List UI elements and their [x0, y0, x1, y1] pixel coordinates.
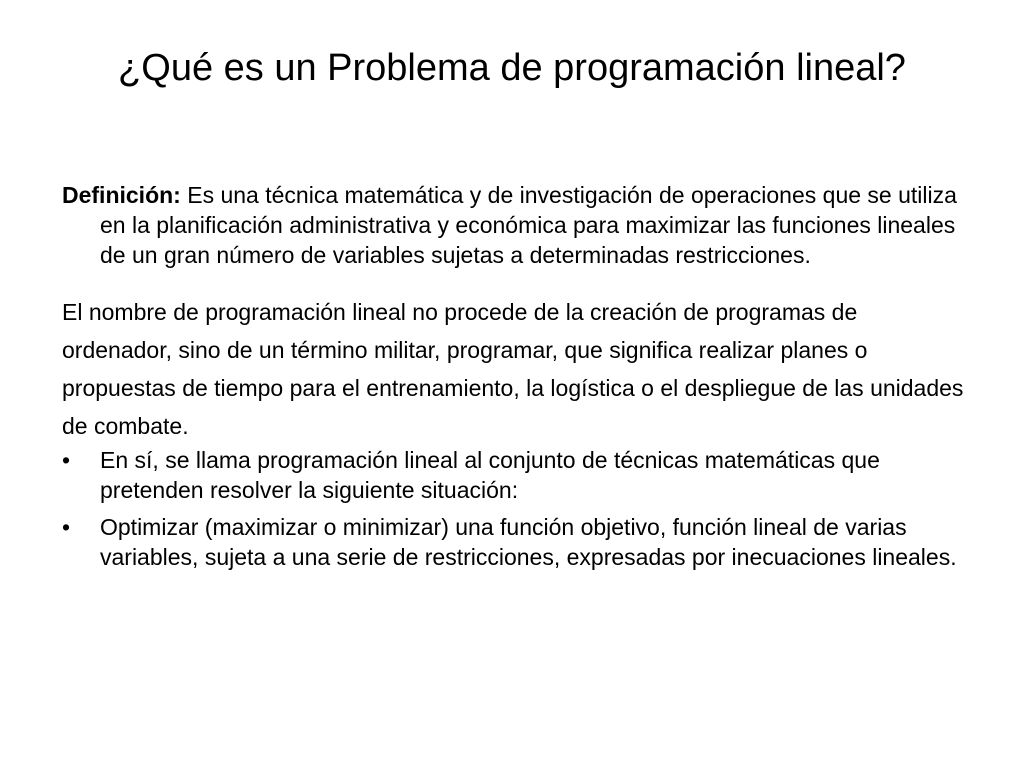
bullet-item [62, 512, 972, 572]
bullet-text: En sí, se llama programación lineal al conjunto de técnicas matemáticas que pretenden resolver la siguiente situación: [100, 447, 880, 503]
definition-term: Definición: [62, 182, 181, 208]
definition-paragraph [62, 180, 972, 270]
definition-text: Es una técnica matemática y de investigación de operaciones que se utiliza en la planificación administrativa y económica para maximizar las funciones lineales de un gran número de variables sujetas a determinadas restricciones. [100, 182, 957, 268]
bullet-item [62, 445, 972, 505]
body-paragraph: El nombre de programación lineal no procede de la creación de programas de ordenador, sino de un término militar, programar, que significa realizar planes o propuestas de tiempo para el entrenamiento, la logística o el despliegue de las unidades de combate. [62, 299, 964, 439]
bullet-list [62, 445, 972, 572]
bullet-icon: • [62, 447, 71, 473]
slide-title: ¿Qué es un Problema de programación lineal? [118, 47, 906, 89]
slide-content [62, 180, 972, 579]
bullet-text: Optimizar (maximizar o minimizar) una función objetivo, función lineal de varias variables, sujeta a una serie de restricciones, expresadas por inecuaciones lineales. [100, 514, 957, 570]
bullet-icon: • [62, 514, 71, 540]
